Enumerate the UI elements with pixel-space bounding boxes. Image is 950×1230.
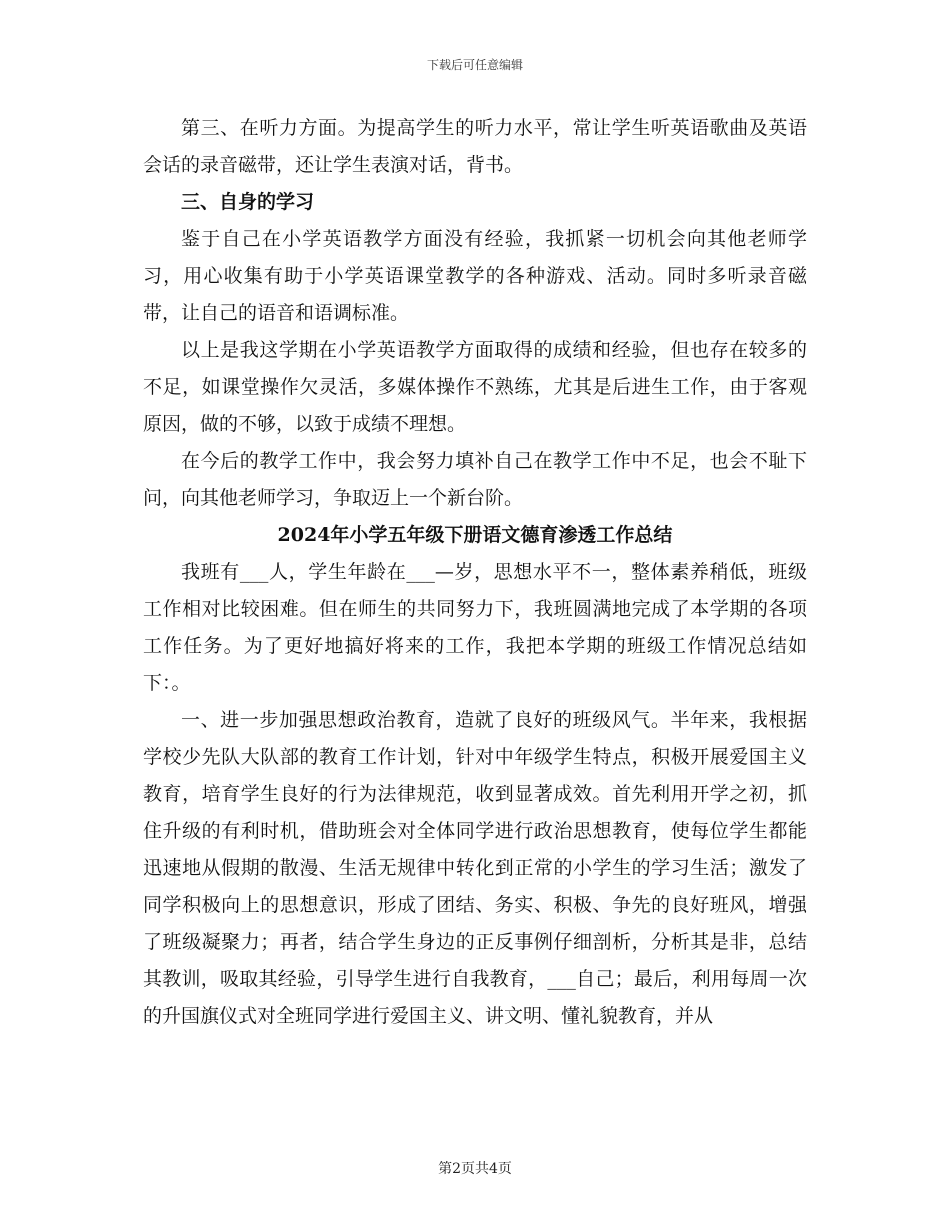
paragraph-achievements: 以上是我这学期在小学英语教学方面取得的成绩和经验，但也存在较多的不足，如课堂操作欠灵活，多媒体操作不熟练，尤其是后进生工作，由于客观原因，做的不够，以致于成绩不理想。: [143, 339, 807, 435]
document-body: [143, 110, 807, 1035]
paragraph-listening: 第三、在听力方面。为提高学生的听力水平，常让学生听英语歌曲及英语会话的录音磁带，还让学生表演对话，背书。: [143, 117, 807, 176]
paragraph-future: 在今后的教学工作中，我会努力填补自己在教学工作中不足，也会不耻下问，向其他老师学习，争取迈上一个新台阶。: [143, 450, 807, 509]
section-heading-self-study: 三、自身的学习: [181, 191, 315, 213]
header-note: 下载后可任意编辑: [426, 58, 523, 72]
paragraph-moral-education: 一、进一步加强思想政治教育，造就了良好的班级风气。半年来，我根据学校少先队大队部的教育工作计划，针对中年级学生特点，积极开展爱国主义教育，培育学生良好的行为法律规范，收到显著成效。首先利用开学之初，抓住升级的有利时机，借助班会对全体同学进行政治思想教育，使每位学生都能迅速地从假期的散漫、生活无规律中转化到正常的小学生的学习生活；激发了同学积极向上的思想意识，形成了团结、务实、积极、争先的良好班风，增强了班级凝聚力；再者，结合学生身边的正反事例仔细剖析，分析其是非，总结其教训，吸取其经验，引导学生进行自我教育，___自己；最后，利用每周一次的升国旗仪式对全班同学进行爱国主义、讲文明、懂礼貌教育，并从: [143, 709, 807, 1027]
paragraph-self-study: 鉴于自己在小学英语教学方面没有经验，我抓紧一切机会向其他老师学习，用心收集有助于小学英语课堂教学的各种游戏、活动。同时多听录音磁带，让自己的语音和语调标准。: [143, 228, 807, 324]
paragraph-class-intro: 我班有___人，学生年龄在___—岁，思想水平不一，整体素养稍低，班级工作相对比较困难。但在师生的共同努力下，我班圆满地完成了本学期的各项工作任务。为了更好地搞好将来的工作，我把本学期的班级工作情况总结如下：。: [143, 561, 807, 694]
document-title: 2024年小学五年级下册语文德育渗透工作总结: [277, 524, 673, 546]
page-number: 第2页共4页: [438, 1161, 512, 1177]
